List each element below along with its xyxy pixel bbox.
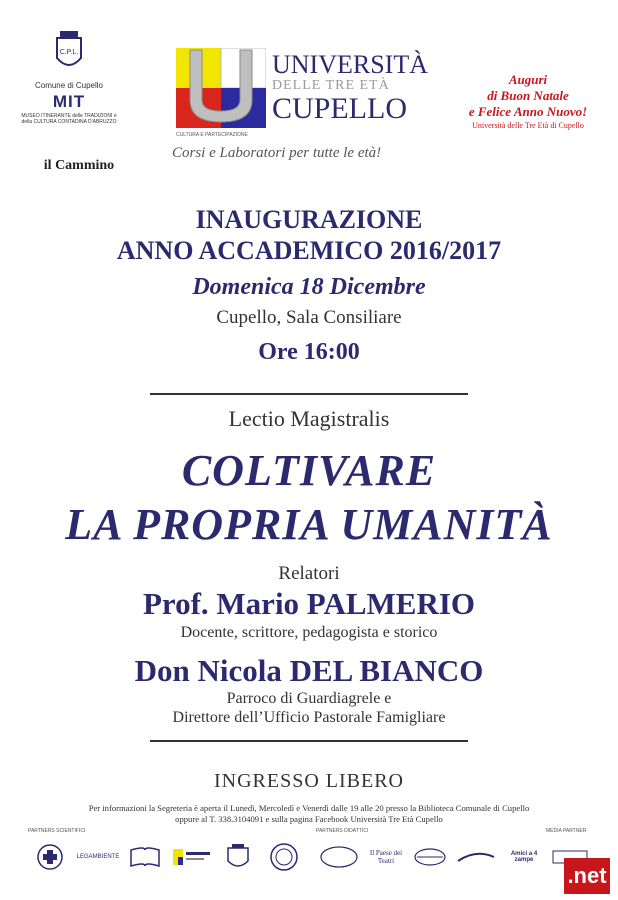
book-icon xyxy=(129,846,161,868)
divider-top xyxy=(150,393,468,395)
amici-zampe-logo xyxy=(502,840,546,874)
info-line1: Per informazioni la Segreteria è aperta il Lunedì, Mercoledì e Venerdì dalle 19 alle 20 presso la Biblioteca Comunale di Cupello xyxy=(88,803,530,813)
partners-strip xyxy=(26,828,610,894)
swoosh-icon xyxy=(456,849,496,865)
red-cross-logo xyxy=(30,840,70,874)
free-entry: INGRESSO LIBERO xyxy=(213,770,404,792)
info-line2: oppure al T. 338.3104091 e sulla pagina Facebook Università Tre Età Cupello xyxy=(175,814,443,824)
partners-scientific-label: PARTNERS SCIENTIFICI xyxy=(28,828,86,834)
partner-logo-5 xyxy=(220,840,256,874)
event-time: Ore 16:00 xyxy=(258,339,360,365)
topic-line2: LA PROPRIA UMANITÀ xyxy=(65,500,553,549)
speaker1-role: Docente, scrittore, pedagogista e storico xyxy=(180,624,438,641)
greeting-line3: e Felice Anno Nuovo! xyxy=(468,104,588,119)
svg-text:C.P.L.: C.P.L. xyxy=(59,49,79,56)
university-mini-icon xyxy=(172,847,212,867)
event-date: Domenica 18 Dicembre xyxy=(192,274,426,300)
partner-logo-6 xyxy=(264,840,304,874)
partners-didactic-label: PARTNERS DIDATTICI xyxy=(316,828,369,834)
red-cross-icon xyxy=(36,843,64,871)
lectio-label: Lectio Magistralis xyxy=(228,406,390,431)
university-line1: UNIVERSITÀ xyxy=(272,50,428,79)
seal-icon xyxy=(269,842,299,872)
event-title: INAUGURAZIONE xyxy=(195,205,423,234)
amici-zampe-label: Amici a 4 zampe xyxy=(510,851,538,863)
paese-teatri-label: Il Paese dei Teatri xyxy=(369,849,403,865)
speaker2-role-line1: Parroco di Guardiagrele e xyxy=(226,690,392,707)
greeting-signature: Università delle Tre Età di Cupello xyxy=(472,121,584,130)
partner-logo-7 xyxy=(316,840,362,874)
speaker1-name: Prof. Mario PALMERIO xyxy=(142,586,476,621)
crest-icon xyxy=(51,28,87,74)
university-logo-icon xyxy=(176,48,266,128)
greeting-line2: di Buon Natale xyxy=(487,88,569,103)
net-badge: .net xyxy=(564,858,610,894)
paese-teatri-logo xyxy=(364,840,408,874)
divider-bottom xyxy=(150,740,468,742)
speaker2-role-line2: Direttore dell’Ufficio Pastorale Famigliare xyxy=(172,709,446,726)
mit-logo xyxy=(20,92,118,125)
topic-line1: COLTIVARE xyxy=(181,446,437,495)
media-partner-label: MEDIA PARTNER xyxy=(546,828,587,834)
comune-logo xyxy=(20,28,118,90)
tennis-logo xyxy=(410,840,450,874)
legambiente-label: LEGAMBIENTE xyxy=(76,854,120,860)
partner-logo-3 xyxy=(126,840,164,874)
crest-mini-icon xyxy=(225,843,251,871)
holiday-greeting xyxy=(448,72,608,120)
greeting-line1: Auguri xyxy=(508,72,548,87)
cammino-logo: il Cammino xyxy=(43,158,115,173)
circle-logo-icon xyxy=(319,845,359,869)
academic-year: ANNO ACCADEMICO 2016/2017 xyxy=(116,236,502,265)
university-subtitle: CULTURA E PARTECIPAZIONE xyxy=(176,132,248,138)
mit-logo-text: MIT xyxy=(52,92,86,111)
university-tagline: Corsi e Laboratori per tutte le età! xyxy=(172,145,382,161)
partner-logo-4 xyxy=(168,840,216,874)
university-title xyxy=(272,52,452,124)
speakers-label: Relatori xyxy=(278,563,340,584)
speaker2-name: Don Nicola DEL BIANCO xyxy=(134,653,484,688)
comune-label: Comune di Cupello xyxy=(34,81,104,90)
tennis-icon xyxy=(413,846,447,868)
event-place: Cupello, Sala Consiliare xyxy=(216,307,402,328)
mit-description: MUSEO ITINERANTE delle TRADIZIONI e della CULTURA CONTADINA D'ABRUZZO xyxy=(21,113,117,125)
university-line2: DELLE TRE ETÀ xyxy=(272,78,390,93)
partner-logo-10 xyxy=(454,840,498,874)
legambiente-logo xyxy=(74,840,122,874)
university-line3: CUPELLO xyxy=(272,92,407,125)
